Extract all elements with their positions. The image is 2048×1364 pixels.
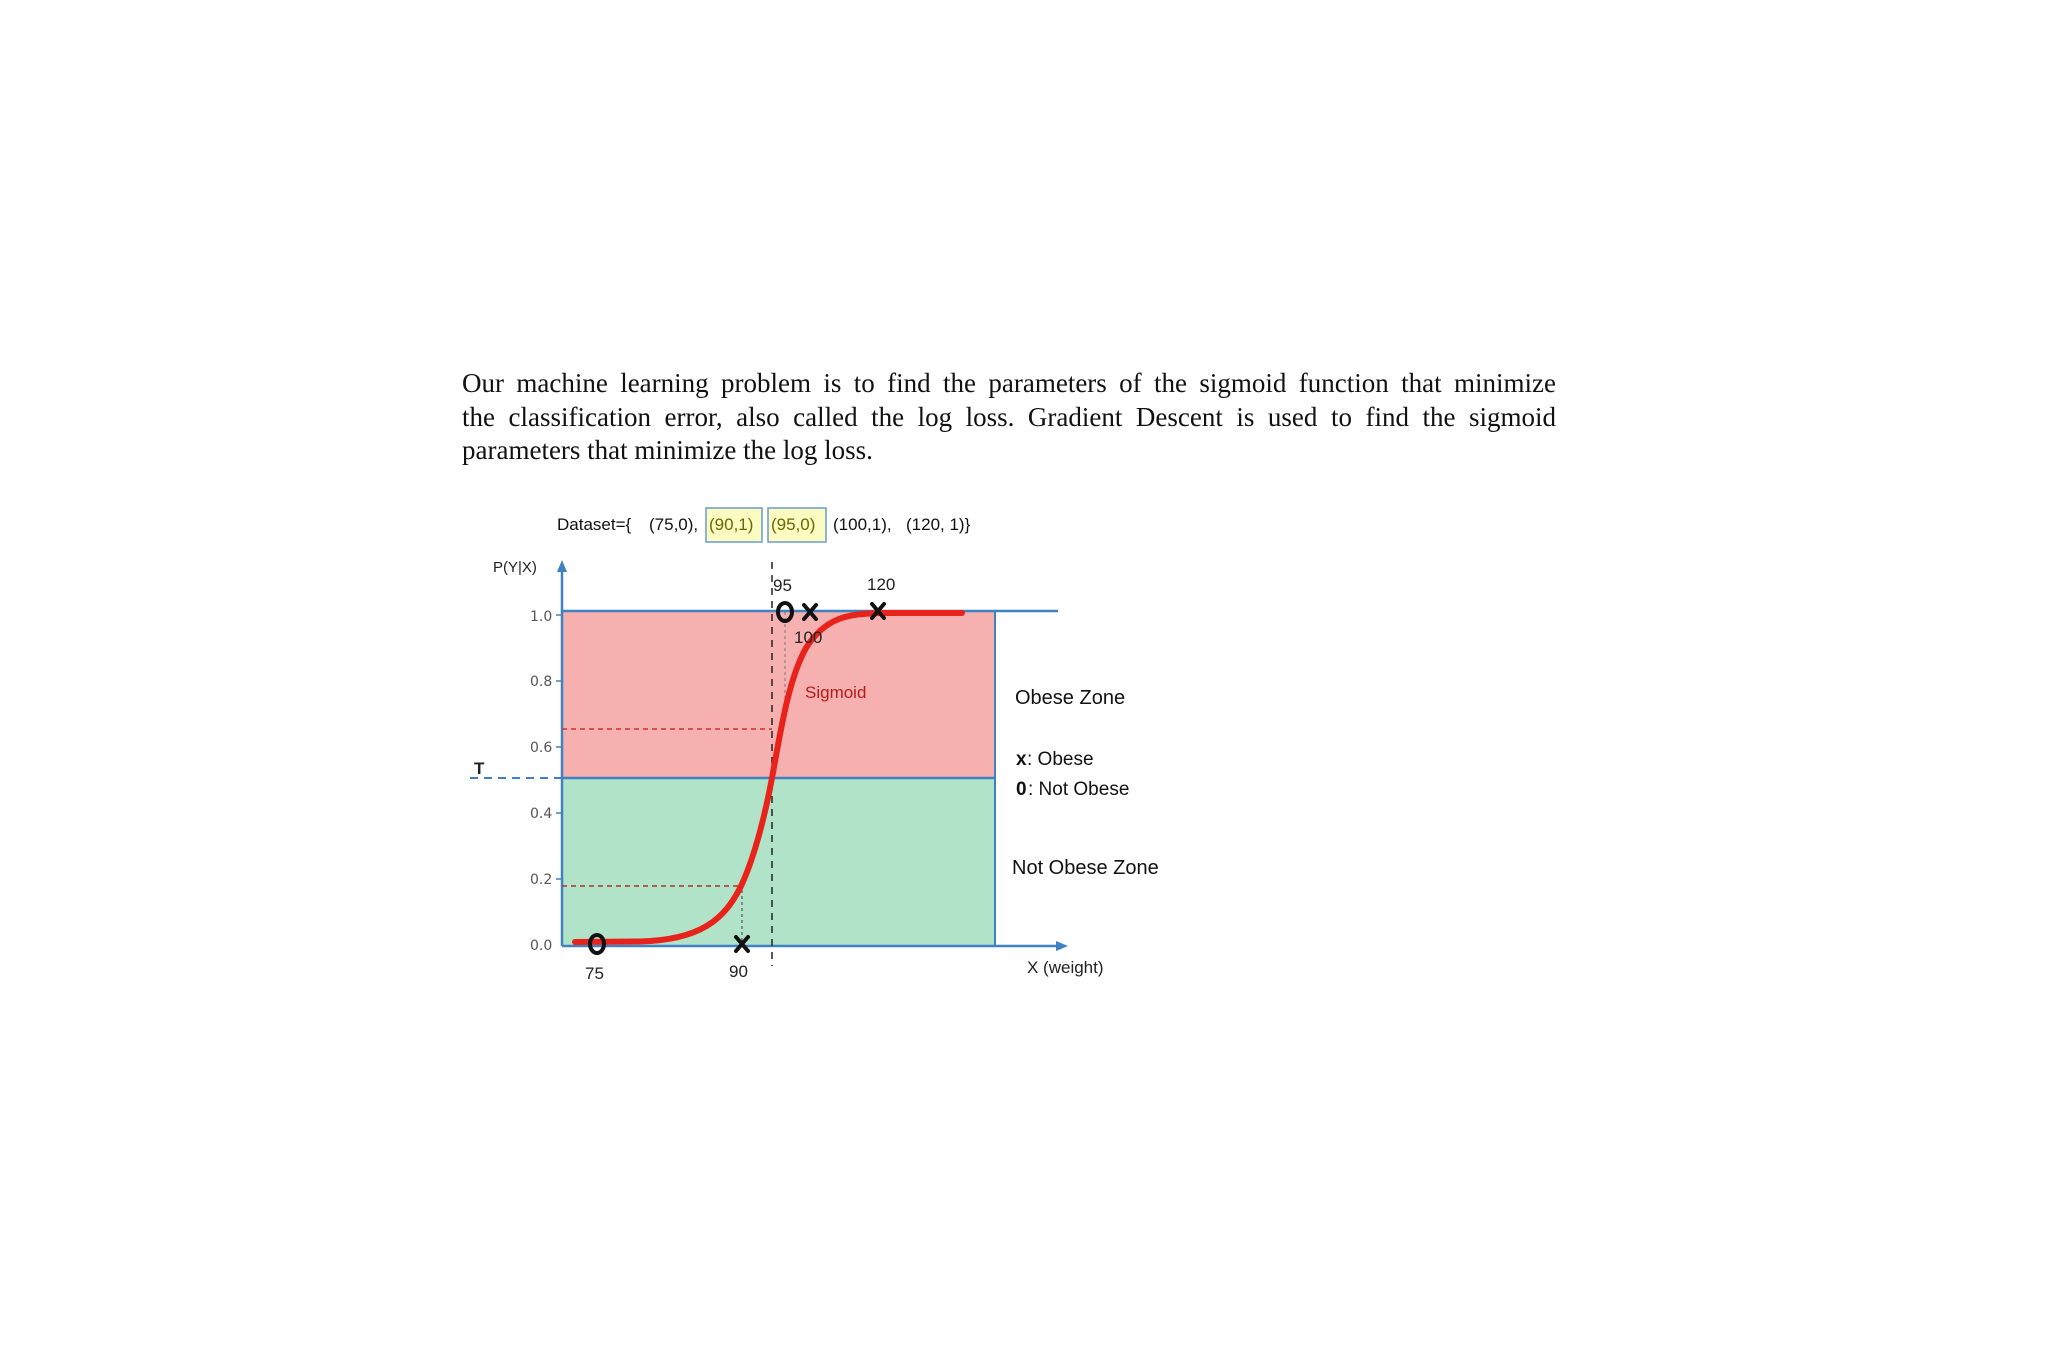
legend-not-obese-symbol: 0 (1016, 779, 1027, 800)
not-obese-zone (562, 778, 995, 946)
dataset-item-5: (120, 1)} (906, 515, 971, 534)
x-label-90: 90 (729, 962, 748, 981)
legend-not-obese-text: : Not Obese (1028, 779, 1130, 800)
y-tick-4: 0.4 (530, 806, 553, 822)
y-tick-6: 0.0 (530, 938, 553, 954)
y-tick-5: 0.2 (530, 872, 553, 888)
x-label-100: 100 (794, 628, 823, 647)
x-axis-label: X (weight) (1027, 958, 1104, 977)
legend-obese-symbol: x (1016, 749, 1027, 770)
x-label-75: 75 (585, 964, 604, 983)
y-tick-1: 1.0 (530, 609, 553, 625)
paragraph-line-1: Our machine learning problem is to find the parameters of the sigmoid function that minimize (462, 368, 1556, 398)
obese-zone-label: Obese Zone (1015, 687, 1126, 709)
x-label-120: 120 (867, 575, 896, 594)
y-axis-arrow (557, 560, 567, 572)
y-tick-2: 0.8 (530, 674, 553, 690)
not-obese-zone-label: Not Obese Zone (1012, 857, 1159, 879)
y-axis-label: P(Y|X) (493, 559, 537, 576)
legend-obese-text: : Obese (1027, 749, 1094, 770)
paragraph-line-3: parameters that minimize the log loss. (462, 435, 873, 465)
x-axis-arrow (1056, 941, 1068, 951)
dataset-item-4: (100,1), (833, 515, 892, 534)
dataset-item-3: (95,0) (771, 515, 816, 534)
threshold-label: T (474, 759, 485, 778)
sigmoid-label: Sigmoid (805, 683, 867, 702)
dataset-item-1: (75,0), (649, 515, 699, 534)
y-tick-3: 0.6 (530, 740, 553, 756)
dataset-prefix: Dataset={ (557, 515, 632, 534)
x-label-95: 95 (773, 576, 792, 595)
dataset-item-2: (90,1) (709, 515, 754, 534)
paragraph-line-2: the classification error, also called the log loss. Gradient Descent is used to find the sigmoid (462, 401, 1556, 432)
